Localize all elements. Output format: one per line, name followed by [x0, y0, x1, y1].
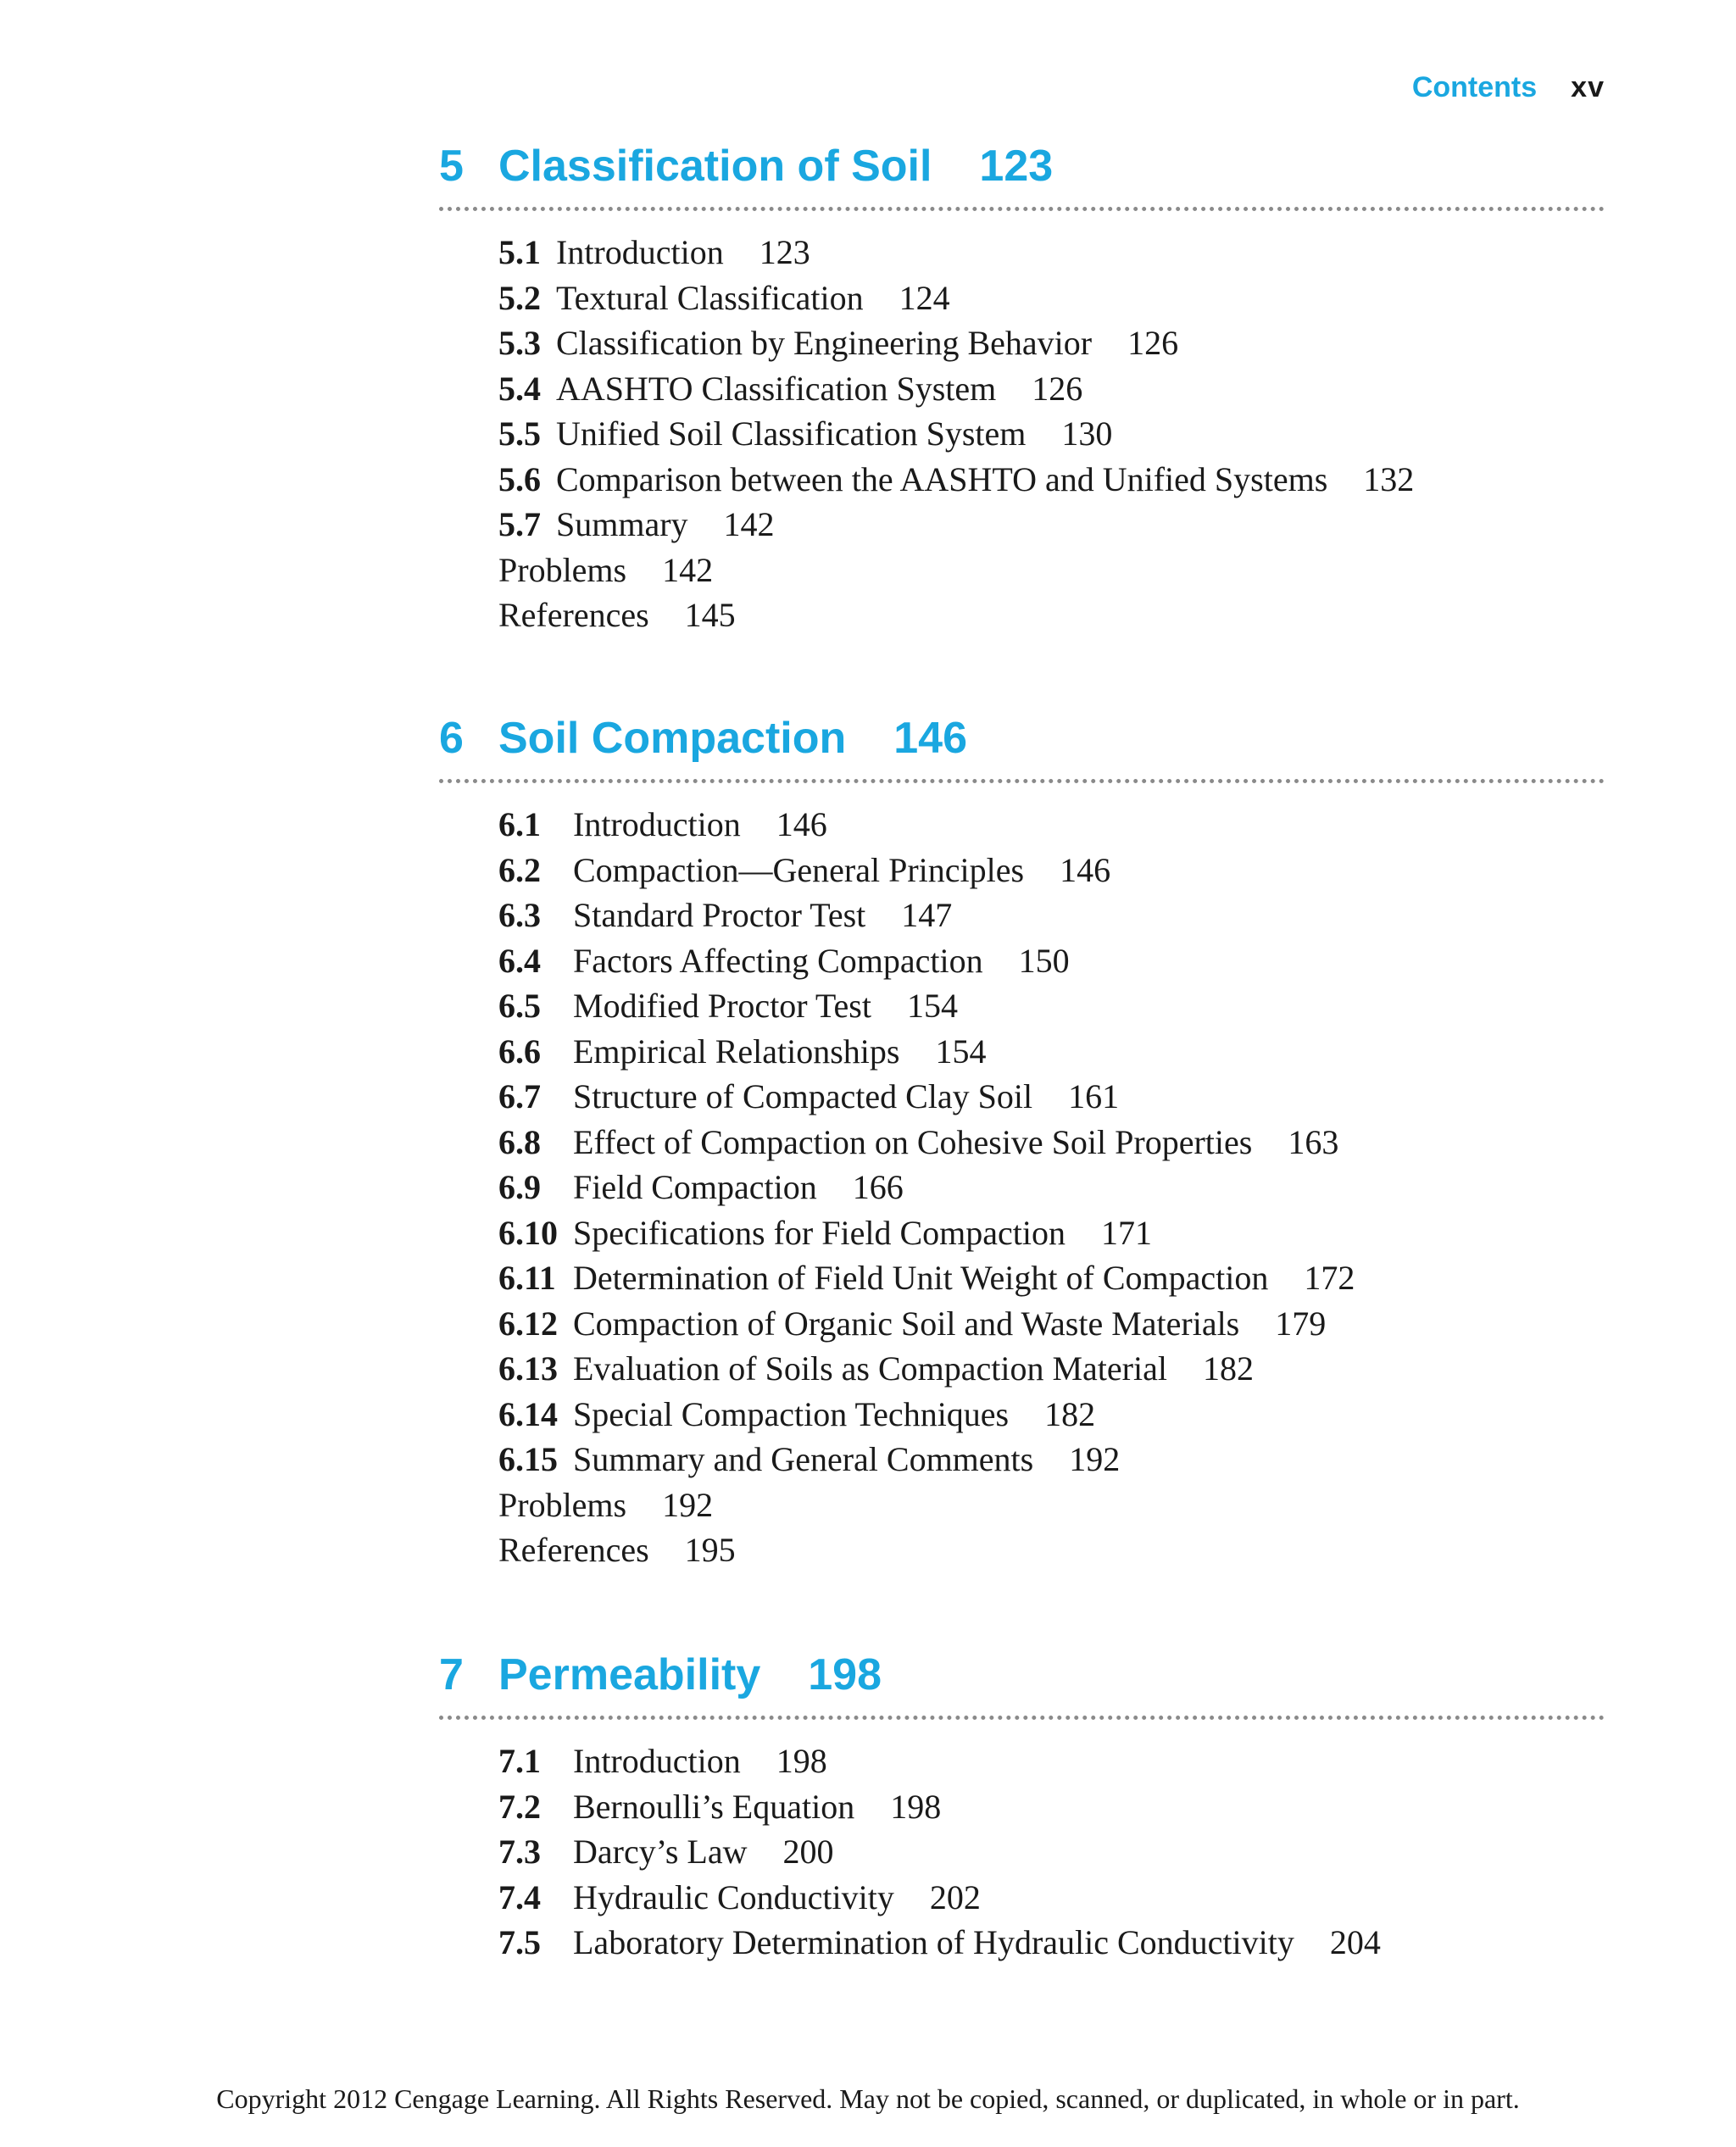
- entry-number: 6.14: [498, 1394, 558, 1433]
- chapter-page: 146: [893, 714, 968, 763]
- entry-title: Introduction: [573, 1742, 741, 1780]
- entry-page: 195: [684, 1531, 736, 1569]
- entry-number: 5.6: [498, 459, 541, 498]
- entry-number: 5.1: [498, 233, 541, 271]
- entry-page: 154: [906, 987, 958, 1025]
- entry-number: 7.5: [498, 1923, 541, 1961]
- toc-entry-list: [439, 230, 1605, 638]
- toc-entry[interactable]: [498, 1029, 1605, 1075]
- entry-title: Compaction of Organic Soil and Waste Materials: [573, 1304, 1240, 1343]
- entry-number: 6.11: [498, 1259, 556, 1297]
- entry-number: 6.1: [498, 805, 541, 843]
- chapter-6-section: [439, 716, 1605, 1573]
- toc-entry[interactable]: [498, 1784, 1605, 1830]
- entry-page: 146: [1060, 850, 1111, 889]
- chapter-number: 6: [439, 714, 464, 763]
- entry-page: 179: [1275, 1304, 1327, 1343]
- toc-entry[interactable]: [498, 1437, 1605, 1482]
- entry-page: 146: [776, 805, 827, 843]
- chapter-title: Classification of Soil: [498, 142, 932, 191]
- toc-entry-references[interactable]: [498, 592, 1605, 638]
- toc-entry[interactable]: [498, 1165, 1605, 1210]
- toc-entry[interactable]: [498, 275, 1605, 321]
- entry-page: 147: [901, 896, 953, 934]
- entry-title: Summary and General Comments: [573, 1440, 1034, 1478]
- entry-title: Determination of Field Unit Weight of Compaction: [573, 1259, 1269, 1297]
- entry-page: 132: [1363, 459, 1415, 498]
- toc-entry[interactable]: [498, 411, 1605, 457]
- toc-entry-list: [439, 802, 1605, 1573]
- entry-title: Bernoulli’s Equation: [573, 1787, 855, 1826]
- toc-entry-problems[interactable]: [498, 548, 1605, 593]
- entry-page: 192: [662, 1485, 714, 1524]
- entry-title: Problems: [498, 550, 627, 589]
- entry-title: Factors Affecting Compaction: [573, 941, 983, 980]
- toc-entry[interactable]: [498, 1920, 1605, 1966]
- toc-entry[interactable]: [498, 1875, 1605, 1921]
- entry-page: 192: [1069, 1440, 1121, 1478]
- dotted-divider: [439, 1716, 1605, 1720]
- entry-page: 198: [890, 1787, 942, 1826]
- entry-page: 202: [929, 1877, 981, 1916]
- entry-page: 172: [1304, 1259, 1355, 1297]
- entry-title: Hydraulic Conductivity: [573, 1877, 894, 1916]
- entry-title: Compaction—General Principles: [573, 850, 1025, 889]
- toc-entry[interactable]: [498, 320, 1605, 366]
- toc-entry[interactable]: [498, 1738, 1605, 1784]
- chapter-title: Permeability: [498, 1650, 761, 1699]
- toc-entry[interactable]: [498, 1829, 1605, 1875]
- entry-number: 6.5: [498, 987, 541, 1025]
- entry-title: Specifications for Field Compaction: [573, 1213, 1066, 1252]
- toc-entry-problems[interactable]: [498, 1482, 1605, 1528]
- entry-number: 6.4: [498, 941, 541, 980]
- entry-title: Evaluation of Soils as Compaction Material: [573, 1349, 1167, 1388]
- entry-page: 161: [1068, 1077, 1120, 1115]
- entry-number: 6.6: [498, 1032, 541, 1071]
- entry-page: 171: [1101, 1213, 1152, 1252]
- entry-title: Effect of Compaction on Cohesive Soil Properties: [573, 1122, 1253, 1161]
- entry-title: Special Compaction Techniques: [573, 1394, 1010, 1433]
- chapter-page: 123: [979, 142, 1054, 191]
- entry-title: Comparison between the AASHTO and Unified Systems: [556, 459, 1328, 498]
- chapter-heading: [439, 716, 1605, 779]
- entry-page: 126: [1127, 324, 1179, 362]
- entry-title: Empirical Relationships: [573, 1032, 900, 1071]
- entry-number: 5.4: [498, 369, 541, 408]
- toc-entry[interactable]: [498, 1120, 1605, 1165]
- entry-title: Textural Classification: [556, 278, 864, 317]
- entry-page: 182: [1202, 1349, 1254, 1388]
- entry-title: Darcy’s Law: [573, 1833, 748, 1871]
- entry-title: Problems: [498, 1485, 627, 1524]
- entry-page: 126: [1032, 369, 1083, 408]
- entry-title: AASHTO Classification System: [556, 369, 997, 408]
- entry-page: 145: [684, 596, 736, 634]
- toc-entry[interactable]: [498, 1346, 1605, 1392]
- entry-page: 166: [852, 1168, 904, 1206]
- entry-number: 7.2: [498, 1787, 541, 1826]
- chapter-heading: [439, 1650, 1605, 1716]
- toc-entry[interactable]: [498, 938, 1605, 984]
- entry-title: Field Compaction: [573, 1168, 817, 1206]
- entry-number: 7.4: [498, 1877, 541, 1916]
- toc-entry[interactable]: [498, 802, 1605, 848]
- toc-entry[interactable]: [498, 502, 1605, 548]
- entry-page: 204: [1329, 1923, 1381, 1961]
- entry-title: Standard Proctor Test: [573, 896, 866, 934]
- entry-number: 6.3: [498, 896, 541, 934]
- dotted-divider: [439, 779, 1605, 783]
- entry-page: 124: [899, 278, 950, 317]
- chapter-page: 198: [808, 1650, 882, 1699]
- chapter-number: 5: [439, 142, 464, 191]
- toc-entry[interactable]: [498, 848, 1605, 893]
- entry-title: Unified Soil Classification System: [556, 414, 1027, 453]
- toc-entry[interactable]: [498, 893, 1605, 938]
- entry-number: 6.15: [498, 1440, 558, 1478]
- toc-entry[interactable]: [498, 983, 1605, 1029]
- entry-page: 198: [776, 1742, 827, 1780]
- toc-entry[interactable]: [498, 1392, 1605, 1438]
- entry-number: 7.1: [498, 1742, 541, 1780]
- entry-title: References: [498, 596, 649, 634]
- entry-page: 200: [782, 1833, 834, 1871]
- entry-number: 5.7: [498, 505, 541, 543]
- entry-number: 6.10: [498, 1213, 558, 1252]
- entry-number: 7.3: [498, 1833, 541, 1871]
- entry-number: 6.12: [498, 1304, 558, 1343]
- entry-page: 142: [662, 550, 714, 589]
- running-header: [1412, 71, 1605, 104]
- entry-number: 5.5: [498, 414, 541, 453]
- toc-entry[interactable]: [498, 457, 1605, 503]
- entry-title: Structure of Compacted Clay Soil: [573, 1077, 1033, 1115]
- chapter-7-section: [439, 1650, 1605, 1966]
- entry-number: 6.13: [498, 1349, 558, 1388]
- toc-entry[interactable]: [498, 230, 1605, 275]
- toc-entry[interactable]: [498, 1074, 1605, 1120]
- entry-page: 163: [1288, 1122, 1339, 1161]
- entry-title: Modified Proctor Test: [573, 987, 871, 1025]
- entry-number: 6.8: [498, 1122, 541, 1161]
- header-section-name: Contents: [1411, 71, 1538, 103]
- entry-number: 5.3: [498, 324, 541, 362]
- entry-number: 6.2: [498, 850, 541, 889]
- entry-title: Summary: [556, 505, 688, 543]
- entry-page: 182: [1044, 1394, 1096, 1433]
- entry-number: 6.7: [498, 1077, 541, 1115]
- dotted-divider: [439, 207, 1605, 211]
- toc-entry[interactable]: [498, 1255, 1605, 1301]
- copyright-footer: Copyright 2012 Cengage Learning. All Rights Reserved. May not be copied, scanned, or duplicated, in whole or in part.: [216, 2083, 1520, 2114]
- chapter-number: 7: [439, 1650, 464, 1699]
- entry-page: 123: [759, 233, 810, 271]
- entry-page: 130: [1061, 414, 1113, 453]
- entry-page: 150: [1018, 941, 1070, 980]
- entry-number: 5.2: [498, 278, 541, 317]
- toc-entry[interactable]: [498, 1210, 1605, 1256]
- entry-title: Introduction: [556, 233, 724, 271]
- chapter-title: Soil Compaction: [498, 714, 847, 763]
- toc-entry[interactable]: [498, 366, 1605, 412]
- chapter-5-section: [439, 144, 1605, 638]
- toc-entry-list: [439, 1738, 1605, 1966]
- entry-number: 6.9: [498, 1168, 541, 1206]
- toc-entry-references[interactable]: [498, 1527, 1605, 1573]
- entry-title: Laboratory Determination of Hydraulic Conductivity: [573, 1923, 1294, 1961]
- entry-page: 142: [723, 505, 775, 543]
- entry-title: Classification by Engineering Behavior: [556, 324, 1093, 362]
- entry-page: 154: [935, 1032, 987, 1071]
- entry-title: Introduction: [573, 805, 741, 843]
- toc-entry[interactable]: [498, 1301, 1605, 1347]
- header-page-number: xv: [1571, 71, 1605, 103]
- entry-title: References: [498, 1531, 649, 1569]
- chapter-heading: [439, 144, 1605, 207]
